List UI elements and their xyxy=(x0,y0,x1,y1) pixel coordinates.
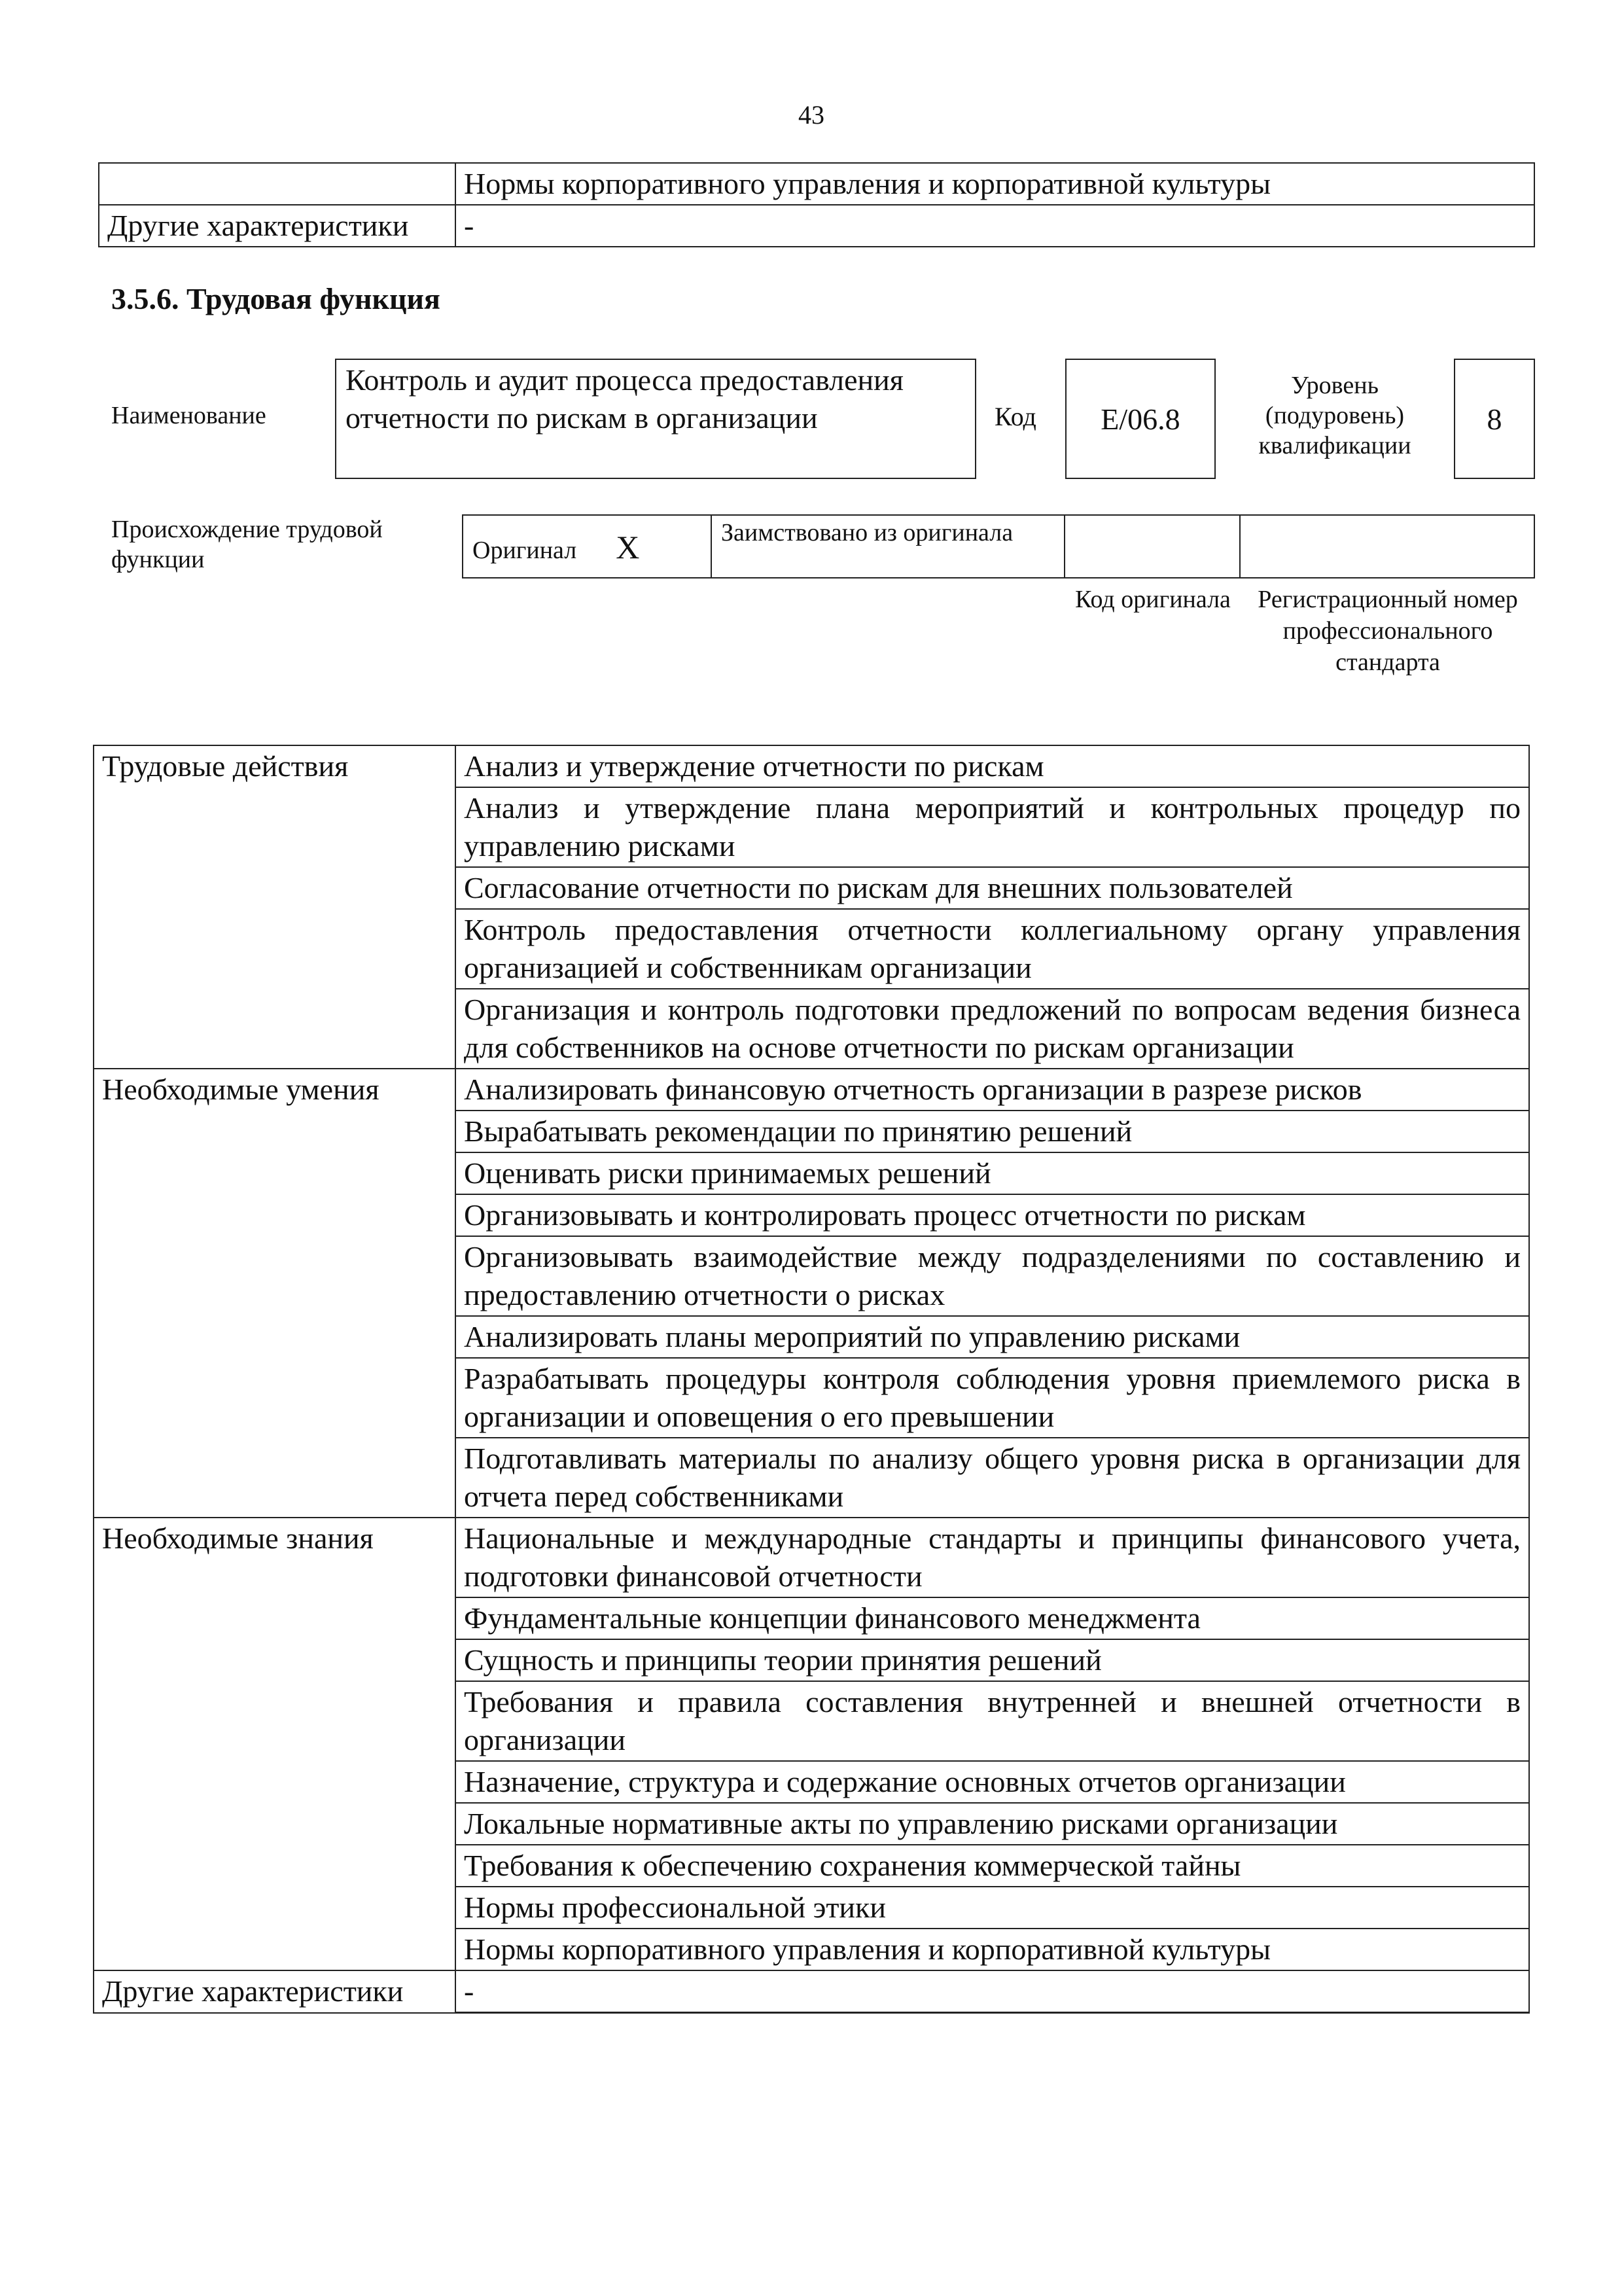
item-cell: Назначение, структура и содержание основных отчетов организации xyxy=(455,1761,1529,1803)
row-label-cell: Другие характеристики xyxy=(94,1970,455,2013)
row-label-cell: Необходимые умения xyxy=(94,1069,455,1518)
origin-label-text: Происхождение трудовой функции xyxy=(111,516,383,573)
item-cell: Требования к обеспечению сохранения коммерческой тайны xyxy=(455,1845,1529,1887)
item-cell: Согласование отчетности по рискам для внешних пользователей xyxy=(455,867,1529,909)
item-cell: Нормы профессиональной этики xyxy=(455,1887,1529,1929)
function-name-box xyxy=(335,359,976,479)
row-label-cell: Необходимые знания xyxy=(94,1518,455,1970)
item-cell: Нормы корпоративного управления и корпоративной культуры xyxy=(455,163,1534,205)
code-value: E/06.8 xyxy=(1101,402,1180,436)
table-row xyxy=(94,1518,1529,1597)
item-cell: Разрабатывать процедуры контроля соблюдения уровня приемлемого риска в организации и оповещения о его превышении xyxy=(455,1358,1529,1438)
item-cell: Вырабатывать рекомендации по принятию решений xyxy=(455,1111,1529,1152)
table-row xyxy=(99,205,1534,247)
page-number: 43 xyxy=(798,100,824,130)
table-row xyxy=(99,163,1534,205)
name-label: Наименование xyxy=(111,402,266,429)
item-cell: Анализ и утверждение плана мероприятий и контрольных процедур по управлению рисками xyxy=(455,787,1529,867)
item-cell: Организовывать и контролировать процесс отчетности по рискам xyxy=(455,1194,1529,1236)
origin-code-cell xyxy=(1065,515,1240,578)
item-cell: Сущность и принципы теории принятия решений xyxy=(455,1639,1529,1681)
item-cell: Анализировать финансовую отчетность организации в разрезе рисков xyxy=(455,1069,1529,1111)
level-value: 8 xyxy=(1487,402,1502,436)
item-cell: - xyxy=(455,1970,1529,2013)
level-label: Уровень (подуровень) квалификации xyxy=(1258,372,1411,459)
continuation-table xyxy=(98,162,1535,247)
original-mark: X xyxy=(616,529,640,565)
row-label-cell: Другие характеристики xyxy=(99,205,455,247)
row-label-cell: Трудовые действия xyxy=(94,745,455,1069)
item-cell: Национальные и международные стандарты и принципы финансового учета, подготовки финансовой отчетности xyxy=(455,1518,1529,1597)
origin-regnum-cell xyxy=(1240,515,1534,578)
origin-row xyxy=(463,515,1534,578)
item-cell: Организация и контроль подготовки предложений по вопросам ведения бизнеса для собственников на основе отчетности по рискам организации xyxy=(455,989,1529,1069)
table-row xyxy=(94,1970,1529,2013)
item-cell: - xyxy=(455,205,1534,247)
level-box xyxy=(1454,359,1535,479)
row-label-cell xyxy=(99,163,455,205)
origin-label xyxy=(111,514,412,575)
table-row xyxy=(94,1069,1529,1111)
code-box xyxy=(1065,359,1216,479)
reg-number-caption: Регистрационный номер профессионального стандарта xyxy=(1258,586,1518,676)
item-cell: Локальные нормативные акты по управлению рисками организации xyxy=(455,1803,1529,1845)
main-table xyxy=(93,745,1530,2014)
item-cell: Требования и правила составления внутренней и внешней отчетности в организации xyxy=(455,1681,1529,1761)
item-cell: Оценивать риски принимаемых решений xyxy=(455,1152,1529,1194)
origin-borrowed-cell: Заимствовано из оригинала xyxy=(711,515,1065,578)
item-cell: Анализ и утверждение отчетности по рискам xyxy=(455,745,1529,787)
code-original-caption: Код оригинала xyxy=(1075,586,1231,613)
function-name-value: Контроль и аудит процесса предоставления отчетности по рискам в организации xyxy=(345,363,904,435)
table-row xyxy=(94,745,1529,787)
item-cell: Организовывать взаимодействие между подразделениями по составлению и предоставлению отчетности о рисках xyxy=(455,1236,1529,1316)
section-title: 3.5.6. Трудовая функция xyxy=(111,282,440,315)
item-cell: Нормы корпоративного управления и корпоративной культуры xyxy=(455,1929,1529,1970)
item-cell: Фундаментальные концепции финансового менеджмента xyxy=(455,1597,1529,1639)
code-label: Код xyxy=(995,402,1036,431)
item-cell: Контроль предоставления отчетности коллегиальному органу управления организацией и собственникам организации xyxy=(455,909,1529,989)
item-cell: Подготавливать материалы по анализу общего уровня риска в организации для отчета перед собственниками xyxy=(455,1438,1529,1518)
original-label: Оригинал xyxy=(472,537,577,564)
origin-table xyxy=(462,514,1535,578)
origin-original-cell xyxy=(463,515,711,578)
item-cell: Анализировать планы мероприятий по управлению рисками xyxy=(455,1316,1529,1358)
